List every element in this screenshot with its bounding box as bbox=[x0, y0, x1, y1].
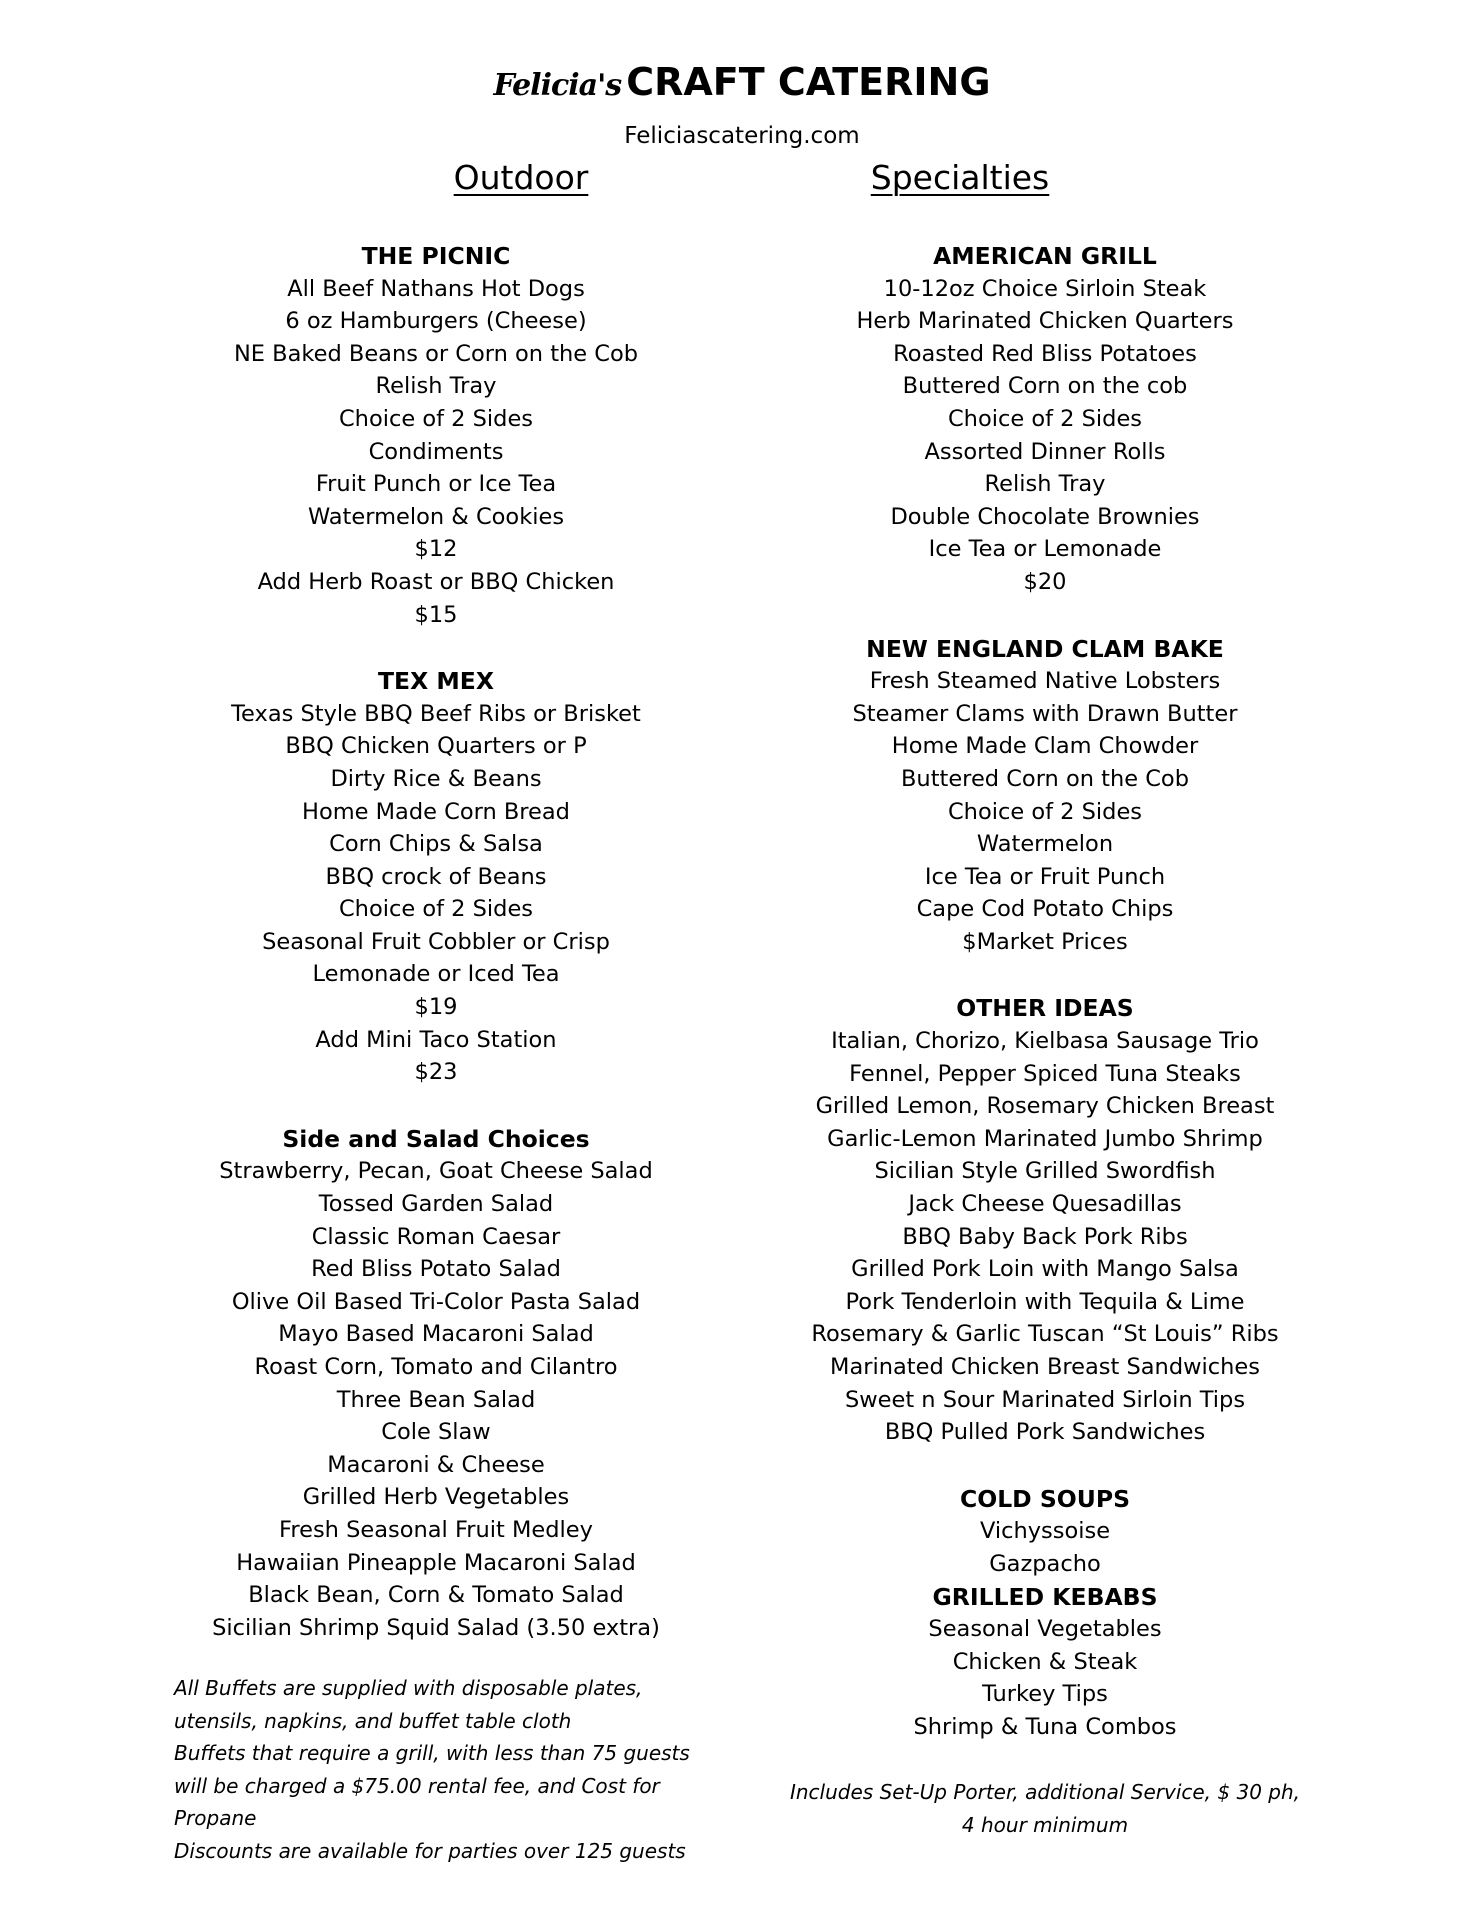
list-item: $19 bbox=[414, 994, 458, 1021]
brand-title: CRAFT CATERING bbox=[626, 60, 991, 104]
list-item: Roasted Red Bliss Potatoes bbox=[893, 340, 1197, 367]
list-item: Vichyssoise bbox=[979, 1518, 1111, 1545]
texmex-title: TEX MEX bbox=[378, 667, 494, 696]
list-item: Grilled Lemon, Rosemary Chicken Breast bbox=[815, 1093, 1275, 1120]
list-item: Macaroni & Cheese bbox=[327, 1451, 545, 1478]
list-item: Classic Roman Caesar bbox=[311, 1223, 561, 1250]
list-item: Steamer Clams with Drawn Butter bbox=[852, 700, 1238, 727]
list-item: BBQ crock of Beans bbox=[325, 863, 547, 890]
list-item: Three Bean Salad bbox=[336, 1386, 536, 1413]
list-item: 6 oz Hamburgers (Cheese) bbox=[285, 308, 587, 335]
american-grill-list bbox=[811, 273, 1278, 599]
list-item: Gazpacho bbox=[989, 1550, 1101, 1577]
list-item: Assorted Dinner Rolls bbox=[924, 438, 1166, 465]
list-item: Lemonade or Iced Tea bbox=[312, 961, 560, 988]
list-item: All Buffets are supplied with disposable plates, bbox=[174, 1676, 643, 1700]
list-item: 4 hour minimum bbox=[961, 1812, 1129, 1837]
right-column bbox=[811, 240, 1278, 1744]
list-item: utensils, napkins, and buffet table cloth bbox=[174, 1708, 572, 1733]
grilled-kebabs-list bbox=[811, 1613, 1278, 1743]
cold-soups-list bbox=[811, 1515, 1278, 1580]
list-item: Fennel, Pepper Spiced Tuna Steaks bbox=[849, 1060, 1241, 1087]
list-item: Strawberry, Pecan, Goat Cheese Salad bbox=[219, 1158, 653, 1185]
list-item: Ice Tea or Fruit Punch bbox=[924, 863, 1166, 890]
list-item: Watermelon & Cookies bbox=[307, 503, 565, 530]
list-item: Turkey Tips bbox=[982, 1681, 1108, 1708]
list-item: Sicilian Style Grilled Swordfish bbox=[874, 1158, 1216, 1185]
list-item: Grilled Herb Vegetables bbox=[302, 1484, 570, 1511]
list-item: Seasonal Vegetables bbox=[928, 1616, 1162, 1643]
service-note bbox=[790, 1776, 1300, 1841]
list-item: Grilled Pork Loin with Mango Salsa bbox=[851, 1256, 1239, 1283]
list-item: All Beef Nathans Hot Dogs bbox=[287, 275, 585, 302]
list-item: will be charged a $75.00 rental fee, and Cost for bbox=[174, 1773, 660, 1798]
brand-script-name: Felicia's bbox=[493, 68, 622, 103]
list-item: Sweet n Sour Marinated Sirloin Tips bbox=[844, 1386, 1246, 1413]
list-item: Choice of 2 Sides bbox=[947, 405, 1143, 432]
specialties-heading: Specialties bbox=[870, 158, 1050, 197]
list-item: Shrimp & Tuna Combos bbox=[913, 1713, 1177, 1740]
list-item: 10-12oz Choice Sirloin Steak bbox=[883, 275, 1207, 302]
list-item: Rosemary & Garlic Tuscan “St Louis” Ribs bbox=[811, 1321, 1279, 1348]
grilled-kebabs-title: GRILLED KEBABS bbox=[932, 1582, 1158, 1611]
list-item: Add Mini Taco Station bbox=[315, 1026, 557, 1053]
list-item: $23 bbox=[414, 1059, 458, 1086]
list-item: Buttered Corn on the Cob bbox=[901, 765, 1189, 792]
left-column bbox=[212, 240, 660, 1644]
list-item: Home Made Clam Chowder bbox=[891, 733, 1199, 760]
list-item: Roast Corn, Tomato and Cilantro bbox=[254, 1354, 618, 1380]
list-item: Watermelon bbox=[976, 831, 1114, 858]
list-item: Includes Set-Up Porter, additional Service, $ 30 ph, bbox=[789, 1780, 1301, 1804]
outdoor-heading: Outdoor bbox=[453, 158, 589, 197]
list-item: Sicilian Shrimp Squid Salad (3.50 extra) bbox=[212, 1614, 660, 1641]
list-item: $20 bbox=[1023, 568, 1067, 595]
list-item: Condiments bbox=[368, 438, 504, 465]
list-item: Seasonal Fruit Cobbler or Crisp bbox=[262, 928, 610, 955]
list-item: Hawaiian Pineapple Macaroni Salad bbox=[236, 1549, 636, 1576]
list-item: Chicken & Steak bbox=[952, 1648, 1138, 1675]
clam-bake-title: NEW ENGLAND CLAM BAKE bbox=[866, 634, 1224, 663]
list-item: Add Herb Roast or BBQ Chicken bbox=[257, 568, 615, 595]
list-item: Choice of 2 Sides bbox=[338, 405, 534, 432]
list-item: Corn Chips & Salsa bbox=[329, 831, 543, 858]
list-item: $Market Prices bbox=[962, 928, 1128, 955]
list-item: Jack Cheese Quesadillas bbox=[908, 1191, 1182, 1218]
picnic-list bbox=[212, 273, 660, 632]
list-item: Garlic-Lemon Marinated Jumbo Shrimp bbox=[827, 1125, 1263, 1152]
other-ideas-list bbox=[811, 1025, 1278, 1449]
page-title bbox=[0, 60, 1484, 104]
list-item: $12 bbox=[414, 536, 458, 563]
list-item: Pork Tenderloin with Tequila & Lime bbox=[845, 1288, 1245, 1315]
cold-soups-title: COLD SOUPS bbox=[959, 1484, 1131, 1513]
list-item: Relish Tray bbox=[375, 373, 497, 400]
other-ideas-title: OTHER IDEAS bbox=[956, 994, 1134, 1023]
list-item: Cape Cod Potato Chips bbox=[916, 896, 1174, 923]
list-item: Dirty Rice & Beans bbox=[330, 765, 542, 792]
american-grill-title: AMERICAN GRILL bbox=[933, 242, 1157, 270]
list-item: Herb Marinated Chicken Quarters bbox=[856, 308, 1234, 335]
list-item: Choice of 2 Sides bbox=[947, 798, 1143, 825]
list-item: Marinated Chicken Breast Sandwiches bbox=[830, 1354, 1260, 1380]
list-item: Mayo Based Macaroni Salad bbox=[278, 1321, 594, 1348]
list-item: Buffets that require a grill, with less than 75 guests bbox=[174, 1741, 690, 1766]
list-item: Relish Tray bbox=[984, 471, 1106, 498]
list-item: BBQ Pulled Pork Sandwiches bbox=[884, 1419, 1206, 1446]
list-item: Fruit Punch or Ice Tea bbox=[315, 471, 557, 498]
list-item: NE Baked Beans or Corn on the Cob bbox=[233, 340, 639, 367]
list-item: BBQ Chicken Quarters or P bbox=[285, 733, 587, 760]
clam-bake-list bbox=[811, 665, 1278, 958]
list-item: Discounts are available for parties over 125 guests bbox=[174, 1838, 686, 1863]
list-item: Black Bean, Corn & Tomato Salad bbox=[248, 1582, 624, 1609]
list-item: Red Bliss Potato Salad bbox=[311, 1256, 561, 1283]
list-item: Ice Tea or Lemonade bbox=[928, 536, 1162, 563]
list-item: Italian, Chorizo, Kielbasa Sausage Trio bbox=[831, 1028, 1259, 1055]
list-item: Cole Slaw bbox=[381, 1419, 491, 1446]
sides-title: Side and Salad Choices bbox=[282, 1124, 590, 1153]
list-item: Propane bbox=[174, 1806, 257, 1831]
list-item: Buttered Corn on the cob bbox=[902, 373, 1188, 400]
list-item: Fresh Steamed Native Lobsters bbox=[869, 668, 1221, 695]
website-text: Feliciascatering.com bbox=[624, 123, 860, 149]
sides-list bbox=[212, 1155, 660, 1644]
list-item: BBQ Baby Back Pork Ribs bbox=[902, 1223, 1188, 1250]
list-item: Tossed Garden Salad bbox=[318, 1191, 554, 1218]
list-item: Choice of 2 Sides bbox=[338, 896, 534, 923]
list-item: Fresh Seasonal Fruit Medley bbox=[279, 1516, 593, 1543]
list-item: Olive Oil Based Tri-Color Pasta Salad bbox=[231, 1288, 641, 1315]
list-item: Home Made Corn Bread bbox=[302, 798, 570, 825]
picnic-title: THE PICNIC bbox=[361, 242, 511, 270]
list-item: Texas Style BBQ Beef Ribs or Brisket bbox=[231, 700, 641, 727]
list-item: $15 bbox=[414, 601, 458, 628]
texmex-list bbox=[212, 698, 660, 1089]
buffet-note bbox=[174, 1672, 694, 1868]
list-item: Double Chocolate Brownies bbox=[890, 503, 1200, 530]
